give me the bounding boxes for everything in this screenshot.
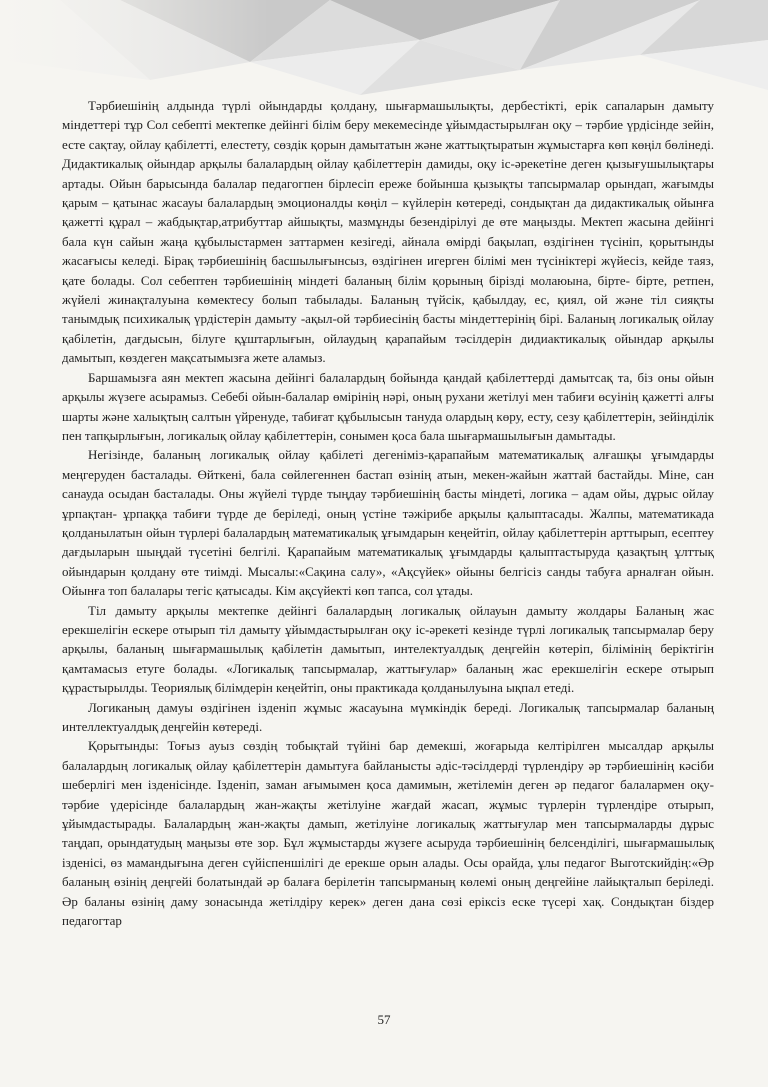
paragraph-4: Тіл дамыту арқылы мектепке дейінгі балалардың логикалық ойлауын дамыту жолдары Баланың жас ерекшелігін ескере отырып тіл дамыту ұйымдастырылған оқу іс-әрекеті кезінде түрлі логикалық тапсырмалар беру арқылы, баланың шығармашылық қабілетін дамытып, интелектуалдық деңгейін көтеріп, білімінің беріктігін қамтамасыз етуге болады. «Логикалық тапсырмалар, жаттығулар» баланың жас ерекшелігін ескере отырып құрастырылды. Теориялық білімдерін кеңейтіп, оны практикада қолданылуына ықпал етеді.	[62, 602, 714, 696]
body-text	[62, 96, 714, 930]
paragraph-2: Баршамызға аян мектеп жасына дейінгі балалардың бойында қандай қабілеттерді дамытсақ та, біз оны ойын арқылы жүзеге асырамыз. Себебі ойын-балалар өмірінің нәрі, оның рухани жетілуі мен табиғи өсуінің қажетті алғы шарты және халықтың салтын үйренуде, табиғат құбылысын тануда олардың көру, есту, сезу қабілеттерін, зейінділік пен тапқырлығын, логикалық ойлау қабілеттерін, сонымен қоса бала шығармашылығын дамытады.	[62, 369, 714, 443]
header-decoration	[0, 0, 768, 110]
paragraph-1: Тәрбиешінің алдында түрлі ойындарды қолдану, шығармашылықты, дербестікті, ерік сапаларын дамыту міндеттері тұр Сол себепті мектепке дейінгі білім беру мекемесінде ұйымдастырылған оқу – тәрбие үрдісінде зейін, есте сақтау, ойлау қабілетті, елестету, сөздік қорын дамытатын және жаттықтыратын жұмыстарға көп көңіл бөлінеді. Дидактикалық ойындар арқылы балалардың ойлау қабілеттерін дамиды, оқу іс-әрекетіне деген қызығушылықтары артады. Ойын барысында балалар педагогпен бірлесіп ереже бойынша қызықты тапсырмалар орындап, жағымды қарым – қатынас жасауы балалардың эмоционалды көңіл – күйлерін көтереді, сондықтан да дидактикалық ойынға қажетті құрал – жабдықтар,атрибуттар айшықты, мазмұнды безендірілуі де өте маңызды. Мектеп жасына дейінгі бала күн сайын жаңа құбылыстармен заттармен кезігеді, айнала өмірді бақылап, өздігінен түсініп, қорытынды жасағысы келеді. Бірақ тәрбиешінің басшылығынсыз, өздігінен игерген білімі мен түсініктері жүйесіз, кейде таяз, қате болады. Сол себептен тәрбиешінің міндеті баланың білім қорының бірізді молаюына, бірте- бірте, ретпен, жүйелі жинақталуына көмектесу болып табылады. Баланың түйсік, қабылдау, ес, қиял, ой және тіл сияқты танымдық психикалық үрдістерін дамыту -ақыл-ой тәрбиесінің басты міндеттерінің бірі. Баланың логикалық ойлау қабілетін, дағдысын, білуге құштарлығын, ойлаудың қарапайым тәсілдерін дидиактикалық ойындар арқылы дамытып, көздеген мақсатымызға жете аламыз.	[62, 98, 714, 366]
paragraph-3: Негізінде, баланың логикалық ойлау қабілеті дегеніміз-қарапайым математикалық алғашқы ұғымдарды меңгеруден басталады. Өйткені, бала сөйлегеннен бастап өзінің атын, мекен-жайын жаттай бастайды. Міне, сан санауда осыдан басталады. Оны жүйелі түрде тыңдау тәрбиешінің басты міндеті, логика – адам ойы, дұрыс ойлау ұрпақтан- ұрпаққа табиғи түрде де беріледі, оның үстіне тәжірибе арқылы қалыптасады. Жалпы, математикада қолданылатын ойын түрлері балалардың математикалық ұғымдарын кеңейтіп, ойлау қабілеттерін арттырып, есептеу дағдыларын шыңдай түсетіні белгілі. Қарапайым математикалық ұғымдарды қалыптастыруда қазақтың ұлттық ойындарын қолдану өте тиімді. Мысалы:«Сақина салу», «Ақсүйек» ойыны белгісіз санды табуға арналған ойын. Ойынға топ балалары тегіс қатысады. Кім ақсүйекті көп тапса, сол ұтады.	[62, 447, 714, 599]
paragraph-6: Қорытынды: Тоғыз ауыз сөздің тобықтай түйіні бар демекші, жоғарыда келтірілген мысалдар арқылы балалардың логикалық ойлау қабілеттерін дамытуға байланысты әдіс-тәсілдерді түрлендіру әр тәрбиешінің кәсіби шеберлігі мен ізденісінде. Ізденіп, заман ағымымен қоса дамимын, жетілемін деген әр педагог балалармен оқу-тәрбие үдерісінде балалардың жан-жақты жетілуіне жағдай жасап, жұмыс түрлерін түрлендіре отырып, ұйымдастырады. Балалардың жан-жақты дамып, жетілуіне логикалық жаттығулар мен тапсырмаларды дұрыс таңдап, орындатудың маңызы өте зор. Бұл жұмыстарды жүзеге асыруда тәрбиешінің белсенділігі, шығармашылық ізденісі, өз мамандығына деген сүйіспеншілігі де ерекше орын алады. Осы орайда, ұлы педагог Выготскийдің:«Әр баланың өзінің деңгейі болатындай әр балаға берілетін тапсырманың көлемі оның деңгейіне лайықталып беріледі. Әр баланы өзінің даму зонасында жетілдіру керек» деген дана сөзі еріксіз еске түсері хақ. Сондықтан біздер педагогтар	[62, 738, 714, 929]
paragraph-5: Логиканың дамуы өздігінен ізденіп жұмыс жасауына мүмкіндік береді. Логикалық тапсырмалар баланың интеллектуалдық деңгейін көтереді.	[62, 699, 714, 734]
page-number: 57	[377, 1012, 391, 1027]
